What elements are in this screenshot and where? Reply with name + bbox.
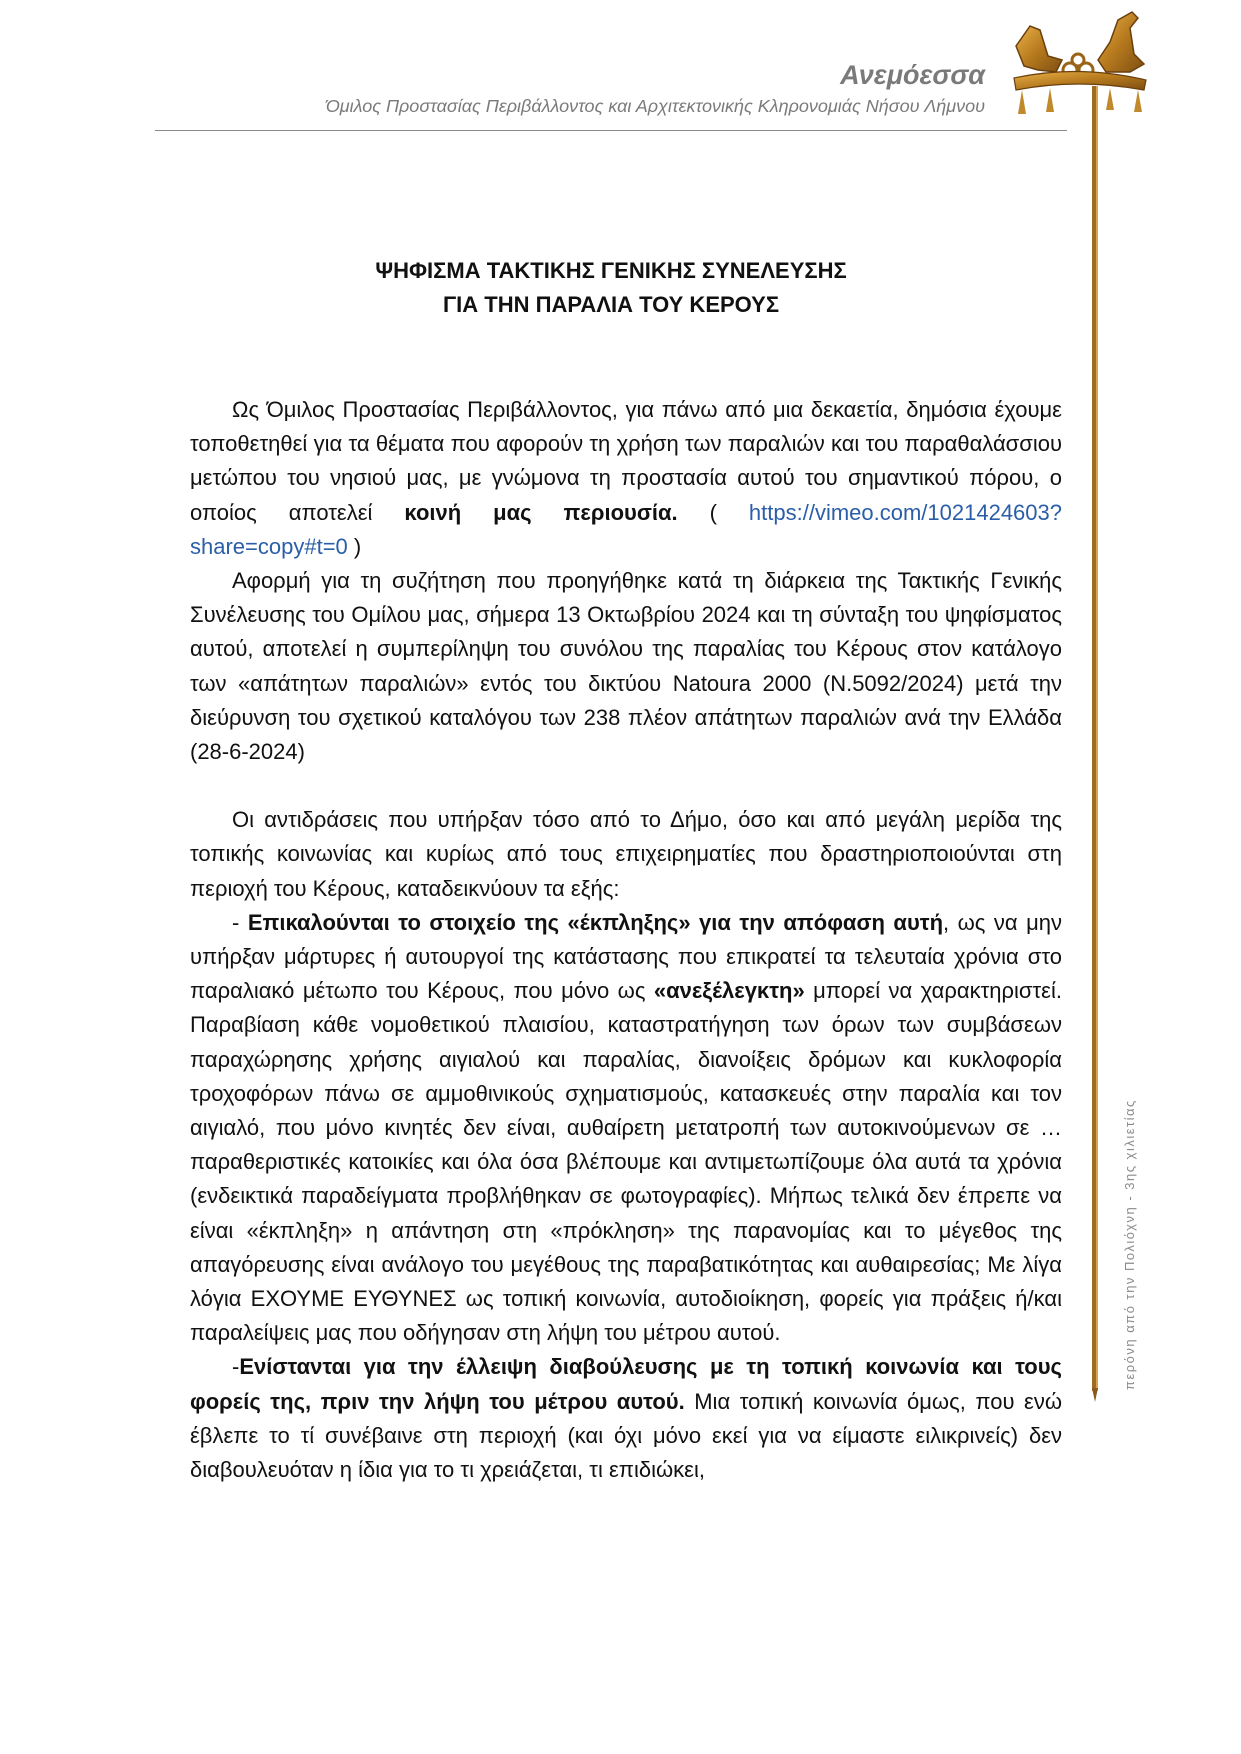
organization-name: Ανεμόεσσα — [840, 60, 985, 90]
paragraph-3: Οι αντιδράσεις που υπήρξαν τόσο από το Δήμο, όσο και από μεγάλη μερίδα της τοπικής κοινωνίας και κυρίως από τους επιχειρηματίες που δραστηριοποιούνται στη περιοχή του Κέρους, καταδεικνύουν τα εξής: — [190, 807, 1062, 901]
document-body — [190, 393, 1062, 1487]
document-title-line-1: ΨΗΦΙΣΜΑ ΤΑΚΤΙΚΗΣ ΓΕΝΙΚΗΣ ΣΥΝΕΛΕΥΣΗΣ — [375, 258, 847, 283]
emphasis-uncontrolled: «ανεξέλεγκτη» — [653, 978, 805, 1004]
paragraph-1: Ως Όμιλος Προστασίας Περιβάλλοντος, για πάνω από μια δεκαετία, δημόσια έχουμε τοποθετηθεί για τα θέματα που αφορούν τη χρήση των παραλιών και του παραθαλάσσιου μετώπου του νησιού μας, με γνώμονα τη προστασία αυτού του σημαντικού πόρου, ο οποίος αποτελεί κοινή μας περιουσία. ( https://vimeo.com/1021424603?share=copy#t=0 ) — [190, 397, 1062, 559]
logo-caption: περόνη από την Πολιόχνη - 3ης χιλιετίας — [1122, 1099, 1137, 1390]
emphasis-consultation: Ενίστανται για την έλλειψη διαβούλευσης με τη τοπική κοινωνία και τους φορείς της, πριν την λήψη του μέτρου αυτού. — [190, 1354, 1062, 1414]
paragraph-5: -Ενίστανται για την έλλειψη διαβούλευσης με τη τοπική κοινωνία και τους φορείς της, πριν την λήψη του μέτρου αυτού. Μια τοπική κοινωνία όμως, που ενώ έβλεπε το τί συνέβαινε στη περιοχή (και όχι μόνο εκεί για να είμαστε ειλικρινείς) δεν διαβουλευόταν η ίδια για το τι χρειάζεται, τι επιδιώκει, — [190, 1354, 1062, 1483]
paragraph-2: Αφορμή για τη συζήτηση που προηγήθηκε κατά τη διάρκεια της Τακτικής Γενικής Συνέλευσης του Ομίλου μας, σήμερα 13 Οκτωβρίου 2024 και τη σύνταξη του ψηφίσματος αυτού, αποτελεί η συμπερίληψη του συνόλου της παραλίας του Κέρους στον κατάλογο των «απάτητων παραλιών» εντός του δικτύου Natoura 2000 (Ν.5092/2024) μετά την διεύρυνση του σχετικού καταλόγου των 238 πλέον απάτητων παραλιών ανά την Ελλάδα (28-6-2024) — [190, 568, 1062, 765]
organization-subtitle: Όμιλος Προστασίας Περιβάλλοντος και Αρχιτεκτονικής Κληρονομιάς Νήσου Λήμνου — [325, 96, 985, 116]
emphasis-surprise: Επικαλούνται το στοιχείο της «έκπληξης» για την απόφαση αυτή — [247, 909, 944, 935]
paragraph-4: - Επικαλούνται το στοιχείο της «έκπληξης» για την απόφαση αυτή, ως να μην υπήρξαν μάρτυρες ή αυτουργοί της κατάστασης που επικρατεί τα τελευταία χρόνια στο παραλιακό μέτωπο του Κέρους, που μόνο ως «ανεξέλεγκτη» μπορεί να χαρακτηριστεί. Παραβίαση κάθε νομοθετικού πλαισίου, καταστρατήγηση των όρων των συμβάσεων παραχώρησης χρήσης αιγιαλού και παραλίας, διανοίξεις δρόμων και κυκλοφορία τροχοφόρων πάνω σε αμμοθινικούς σχηματισμούς, κατασκευές στην παραλία και τον αιγιαλό, που μόνο κινητές δεν είναι, αυθαίρετη μετατροπή των αυτοκινούμενων σε … παραθεριστικές κατοικίες και όλα όσα βλέπουμε και αντιμετωπίζουμε όλα αυτά τα χρόνια (ενδεικτικά παραδείγματα προβλήθηκαν σε φωτογραφίες). Μήπως τελικά δεν έπρεπε να είναι «έκπληξη» η απάντηση στη «πρόκληση» της παρανομίας και το μέγεθος της απαγόρευσης είναι ανάλογο του μεγέθους της παραβατικότητας και αυθαιρεσίας; Με λίγα λόγια ΕΧΟΥΜΕ ΕΥΘΥΝΕΣ ως τοπική κοινωνία, αυτοδιοίκηση, φορείς για πράξεις ή/και παραλείψεις μας που οδήγησαν στη λήψη του μέτρου αυτού. — [190, 909, 1062, 1346]
emphasis-common-property: κοινή μας περιουσία. — [404, 499, 678, 525]
vimeo-link[interactable]: https://vimeo.com/1021424603?share=copy#t=0 — [190, 499, 1062, 559]
document-title-line-2: ΓΙΑ ΤΗΝ ΠΑΡΑΛΙΑ ΤΟΥ ΚΕΡΟΥΣ — [442, 292, 780, 317]
header-divider — [155, 130, 1067, 131]
